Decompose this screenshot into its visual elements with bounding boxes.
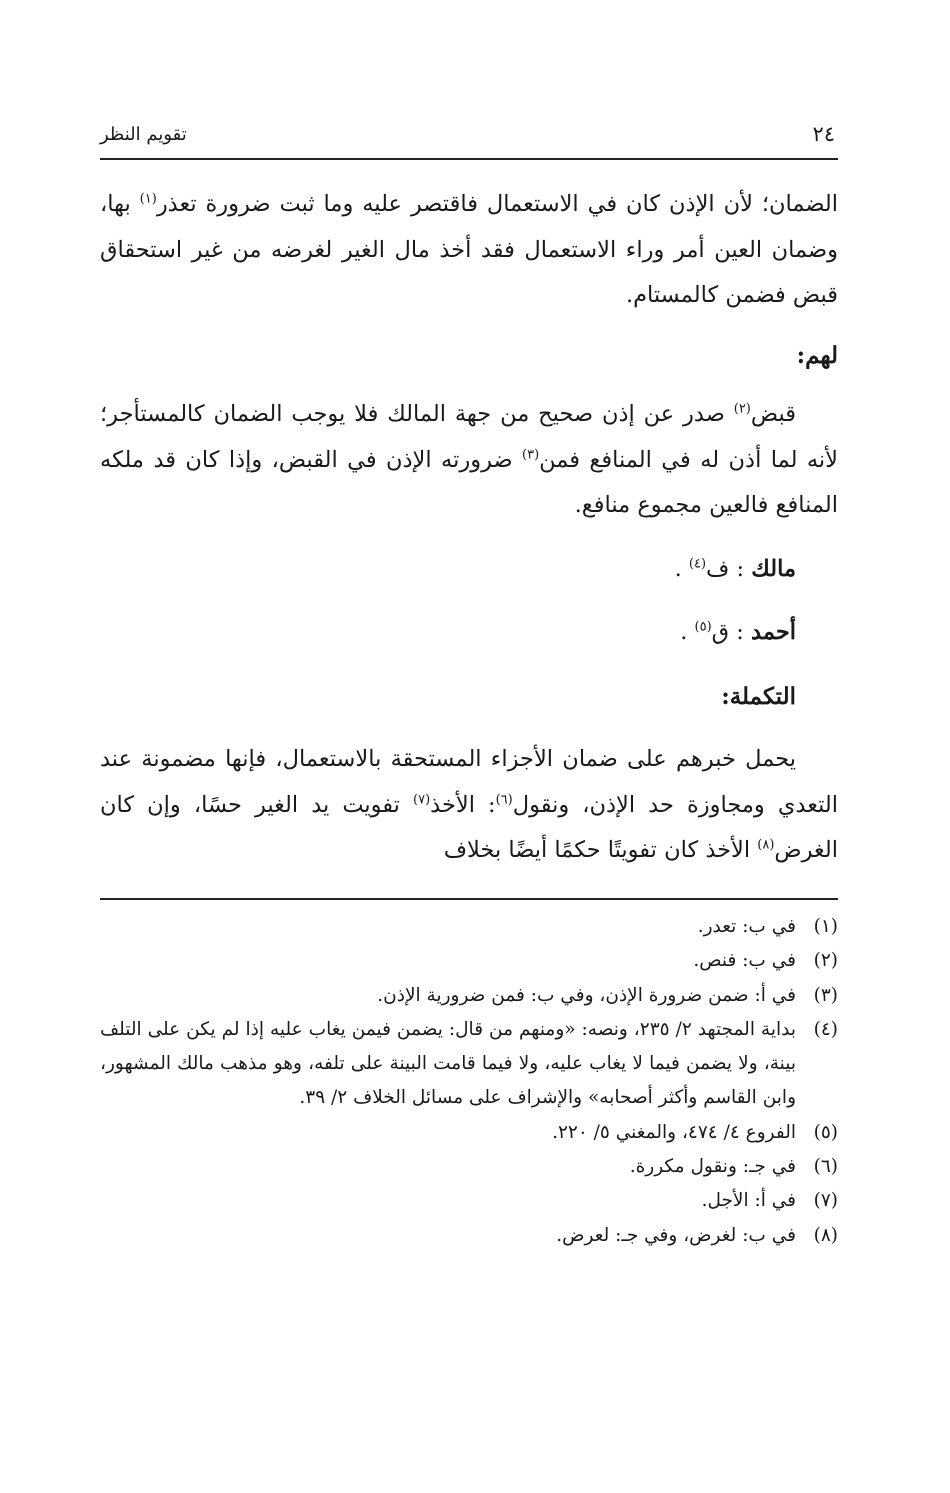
footnote-text: في أ: الأجل. — [701, 1190, 796, 1212]
footnote-number: (٦) — [813, 1156, 838, 1178]
footnote — [100, 1150, 838, 1184]
footnote-text: في ب: لغرض، وفي جـ: لعرض. — [556, 1224, 796, 1246]
footnote — [100, 910, 838, 944]
paragraph-1: الضمان؛ لأن الإذن كان في الاستعمال فاقتصر عليه وما ثبت ضرورة تعذر$^{(١)}$ بها، وضمان العين أمر وراء الاستعمال فقد أخذ مال الغير لغرضه من غير استحقاق قبض فضمن كالمستام. — [100, 191, 838, 308]
footnote-ref-3: (٣) — [522, 447, 540, 462]
footnote-ref-4: (٤) — [688, 556, 707, 571]
main-text — [100, 182, 838, 874]
footnote — [100, 979, 838, 1013]
footnote — [100, 1219, 838, 1253]
footnote-text: بداية المجتهد ٢/ ٢٣٥، ونصه: «ومنهم من قال: يضمن فيمن يغاب عليه إذا لم يكن على التلف بينة، ولا يضمن فيما لا يغاب عليه، ولا فيما قامت البينة على تلفه، وهو مذهب مالك المشهور، وابن القاسم وأكثر أصحابه» والإشراف على مسائل الخلاف ٢/ ٣٩. — [100, 1018, 797, 1109]
footnote-ref-2: (٢) — [733, 401, 751, 417]
section-heading-takmila: التكملة: — [721, 682, 796, 710]
footnote-number: (٤) — [813, 1018, 838, 1040]
footnote-divider — [100, 898, 838, 900]
section-heading-lahum: لهم: — [796, 341, 838, 369]
ahmad-line: أحمد : ق$^{(٥)}$ . — [680, 619, 796, 645]
footnote — [100, 944, 838, 978]
footnote-text: الفروع ٤/ ٤٧٤، والمغني ٥/ ٢٢٠. — [552, 1121, 796, 1143]
ahmad-label: أحمد — [751, 619, 796, 645]
footnote-number: (٣) — [813, 984, 838, 1006]
header-divider — [100, 158, 838, 160]
footnote-number: (٢) — [813, 950, 838, 972]
page-number: ٢٤ — [812, 122, 835, 146]
footnote-ref-5: (٥) — [694, 619, 712, 635]
footnote — [100, 1184, 838, 1218]
malik-label: مالك — [751, 555, 796, 582]
footnote-text: في جـ: ونقول مكررة. — [629, 1156, 796, 1178]
footnote-ref-6: (٦) — [495, 792, 513, 807]
footnotes — [100, 910, 838, 1253]
book-title: تقويم النظر — [100, 124, 187, 145]
footnote-number: (٨) — [813, 1224, 838, 1246]
paragraph-2: قبض$^{(٢)}$ صدر عن إذن صحيح من جهة المالك فلا يوجب الضمان كالمستأجر؛ لأنه لما أذن له في المنافع فمن$^{(٣)}$ ضرورته الإذن في القبض، وإذا كان قد ملكه المنافع فالعين مجموع منافع. — [100, 401, 838, 518]
footnote-number: (٧) — [813, 1190, 838, 1212]
footnote-ref-7: (٧) — [413, 792, 431, 807]
footnote-ref-1: (١) — [139, 191, 157, 207]
footnote-number: (٥) — [813, 1121, 838, 1143]
footnote — [100, 1116, 838, 1150]
footnote-text: في أ: ضمن ضرورة الإذن، وفي ب: فمن ضرورية الإذن. — [377, 984, 796, 1006]
footnote-number: (١) — [813, 916, 838, 937]
footnote-text: في ب: تعدر. — [697, 916, 796, 937]
footnote — [100, 1013, 838, 1116]
malik-line: مالك : ف$^{(٤)}$ . — [674, 555, 796, 582]
running-head — [100, 122, 835, 158]
footnote-text: في ب: فنص. — [693, 950, 796, 972]
paragraph-3: يحمل خبرهم على ضمان الأجزاء المستحقة بالاستعمال، فإنها مضمونة عند التعدي ومجاوزة حد الإذن، ونقول$^{(٦)}$: الأخذ$^{(٧)}$ تفويت يد الغير حسًا، وإن كان الغرض$^{(٨)}$ الأخذ كان تفويتًا حكمًا أيضًا بخلاف — [100, 746, 838, 863]
footnote-ref-8: (٨) — [757, 837, 775, 853]
